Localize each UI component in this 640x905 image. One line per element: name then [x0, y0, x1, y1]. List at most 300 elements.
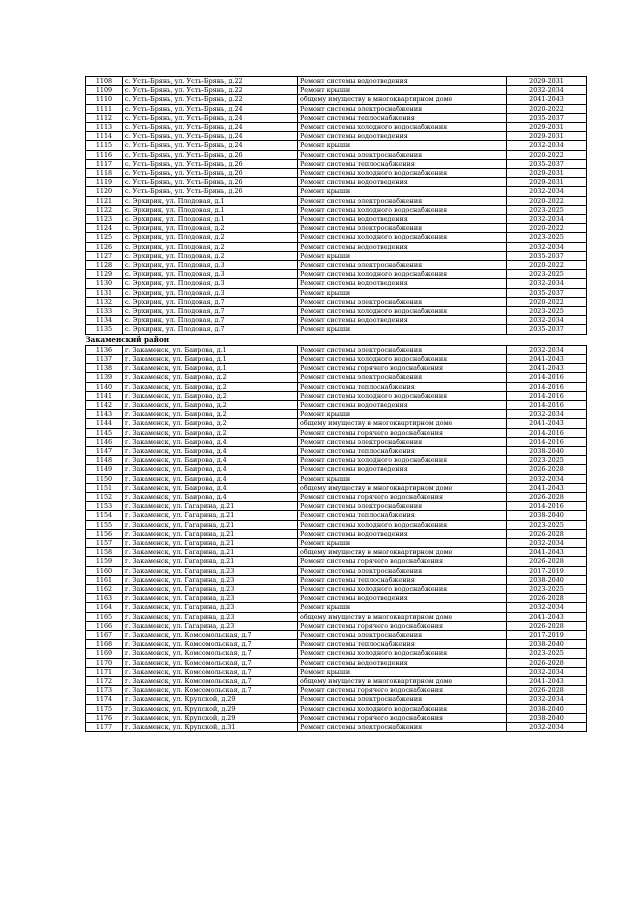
row-number: 1134 [86, 316, 123, 325]
row-number: 1132 [86, 297, 123, 306]
row-number: 1161 [86, 575, 123, 584]
address-cell: г. Закаменск, ул. Баирова, д.1 [123, 345, 298, 354]
row-number: 1168 [86, 640, 123, 649]
period-cell: 2038-2040 [507, 704, 587, 713]
table-row [86, 261, 587, 270]
row-number: 1117 [86, 159, 123, 168]
address-cell: г. Закаменск, ул. Гагарина, д.23 [123, 566, 298, 575]
address-cell: г. Закаменск, ул. Гагарина, д.23 [123, 621, 298, 630]
address-cell: г. Закаменск, ул. Баирова, д.2 [123, 428, 298, 437]
work-type-cell: Ремонт крыши [298, 538, 507, 547]
address-cell: г. Закаменск, ул. Баирова, д.2 [123, 373, 298, 382]
work-type-cell: Ремонт системы теплоснабжения [298, 575, 507, 584]
address-cell: с. Эрхирик, ул. Плодовая, д.2 [123, 242, 298, 251]
table-row [86, 345, 587, 354]
work-type-cell: Ремонт системы горячего водоснабжения [298, 557, 507, 566]
table-row [86, 86, 587, 95]
address-cell: г. Закаменск, ул. Гагарина, д.21 [123, 502, 298, 511]
period-cell: 2014-2016 [507, 437, 587, 446]
address-cell: г. Закаменск, ул. Комсомольская, д.7 [123, 677, 298, 686]
table-row [86, 695, 587, 704]
work-type-cell: Ремонт системы водоотведения [298, 215, 507, 224]
row-number: 1153 [86, 502, 123, 511]
row-number: 1116 [86, 150, 123, 159]
table-row [86, 428, 587, 437]
row-number: 1130 [86, 279, 123, 288]
period-cell: 2032-2034 [507, 410, 587, 419]
period-cell: 2020-2022 [507, 104, 587, 113]
work-type-cell: Ремонт системы водоотведения [298, 465, 507, 474]
work-type-cell: общему имуществу в многоквартирном доме [298, 677, 507, 686]
row-number: 1129 [86, 270, 123, 279]
table-row [86, 169, 587, 178]
work-type-cell: Ремонт системы горячего водоснабжения [298, 364, 507, 373]
row-number: 1155 [86, 520, 123, 529]
row-number: 1176 [86, 713, 123, 722]
table-row [86, 242, 587, 251]
document-page [85, 76, 566, 732]
row-number: 1171 [86, 667, 123, 676]
period-cell: 2032-2034 [507, 242, 587, 251]
work-type-cell: Ремонт крыши [298, 141, 507, 150]
table-row [86, 557, 587, 566]
row-number: 1127 [86, 251, 123, 260]
work-type-cell: Ремонт системы горячего водоснабжения [298, 713, 507, 722]
table-row [86, 704, 587, 713]
work-type-cell: Ремонт системы холодного водоснабжения [298, 123, 507, 132]
period-cell: 2014-2016 [507, 400, 587, 409]
table-row [86, 548, 587, 557]
period-cell: 2032-2034 [507, 723, 587, 732]
address-cell: г. Закаменск, ул. Баирова, д.4 [123, 474, 298, 483]
work-type-cell: Ремонт системы водоотведения [298, 178, 507, 187]
table-body-top [86, 77, 587, 335]
period-cell: 2014-2016 [507, 391, 587, 400]
table-row [86, 630, 587, 639]
row-number: 1145 [86, 428, 123, 437]
row-number: 1123 [86, 215, 123, 224]
address-cell: с. Усть-Брянь, ул. Усть-Брянь, д.26 [123, 187, 298, 196]
work-type-cell: Ремонт системы электроснабжения [298, 437, 507, 446]
period-cell: 2020-2022 [507, 261, 587, 270]
address-cell: г. Закаменск, ул. Гагарина, д.23 [123, 575, 298, 584]
address-cell: с. Эрхирик, ул. Плодовая, д.7 [123, 316, 298, 325]
period-cell: 2023-2025 [507, 456, 587, 465]
table-body-bottom [86, 345, 587, 732]
table-row [86, 584, 587, 593]
table-row [86, 113, 587, 122]
row-number: 1119 [86, 178, 123, 187]
table-row [86, 251, 587, 260]
table-row [86, 511, 587, 520]
address-cell: г. Закаменск, ул. Комсомольская, д.7 [123, 667, 298, 676]
period-cell: 2032-2034 [507, 538, 587, 547]
work-type-cell: Ремонт крыши [298, 325, 507, 334]
address-cell: г. Закаменск, ул. Гагарина, д.23 [123, 594, 298, 603]
work-type-cell: Ремонт системы горячего водоснабжения [298, 492, 507, 501]
period-cell: 2041-2043 [507, 354, 587, 363]
work-type-cell: Ремонт крыши [298, 410, 507, 419]
address-cell: с. Эрхирик, ул. Плодовая, д.2 [123, 233, 298, 242]
row-number: 1140 [86, 382, 123, 391]
row-number: 1163 [86, 594, 123, 603]
table-row [86, 159, 587, 168]
work-type-cell: Ремонт системы холодного водоснабжения [298, 354, 507, 363]
period-cell: 2038-2040 [507, 446, 587, 455]
work-type-cell: Ремонт крыши [298, 251, 507, 260]
period-cell: 2035-2037 [507, 159, 587, 168]
work-type-cell: Ремонт системы электроснабжения [298, 502, 507, 511]
work-type-cell: общему имуществу в многоквартирном доме [298, 612, 507, 621]
work-type-cell: Ремонт системы водоотведения [298, 316, 507, 325]
address-cell: г. Закаменск, ул. Баирова, д.2 [123, 400, 298, 409]
work-type-cell: Ремонт системы водоотведения [298, 400, 507, 409]
period-cell: 2029-2031 [507, 123, 587, 132]
address-cell: г. Закаменск, ул. Комсомольская, д.7 [123, 649, 298, 658]
work-type-cell: Ремонт системы теплоснабжения [298, 159, 507, 168]
table-row [86, 233, 587, 242]
row-number: 1147 [86, 446, 123, 455]
address-cell: с. Эрхирик, ул. Плодовая, д.7 [123, 325, 298, 334]
address-cell: с. Эрхирик, ул. Плодовая, д.3 [123, 270, 298, 279]
work-type-cell: Ремонт системы водоотведения [298, 594, 507, 603]
row-number: 1164 [86, 603, 123, 612]
address-cell: г. Закаменск, ул. Баирова, д.2 [123, 410, 298, 419]
table-row [86, 603, 587, 612]
period-cell: 2026-2028 [507, 594, 587, 603]
table-row [86, 104, 587, 113]
address-cell: г. Закаменск, ул. Баирова, д.4 [123, 456, 298, 465]
table-row [86, 391, 587, 400]
work-type-cell: Ремонт крыши [298, 474, 507, 483]
row-number: 1113 [86, 123, 123, 132]
period-cell: 2014-2016 [507, 428, 587, 437]
work-type-cell: Ремонт системы электроснабжения [298, 224, 507, 233]
row-number: 1118 [86, 169, 123, 178]
period-cell: 2020-2022 [507, 224, 587, 233]
address-cell: г. Закаменск, ул. Комсомольская, д.7 [123, 640, 298, 649]
table-row [86, 215, 587, 224]
row-number: 1162 [86, 584, 123, 593]
table-row [86, 658, 587, 667]
address-cell: с. Усть-Брянь, ул. Усть-Брянь, д.24 [123, 123, 298, 132]
row-number: 1137 [86, 354, 123, 363]
address-cell: г. Закаменск, ул. Баирова, д.4 [123, 483, 298, 492]
work-type-cell: Ремонт крыши [298, 603, 507, 612]
table-row [86, 270, 587, 279]
work-type-cell: Ремонт системы холодного водоснабжения [298, 649, 507, 658]
table-row [86, 502, 587, 511]
period-cell: 2038-2040 [507, 575, 587, 584]
period-cell: 2032-2034 [507, 215, 587, 224]
work-type-cell: Ремонт системы холодного водоснабжения [298, 456, 507, 465]
row-number: 1169 [86, 649, 123, 658]
period-cell: 2038-2040 [507, 511, 587, 520]
period-cell: 2032-2034 [507, 316, 587, 325]
table-row [86, 205, 587, 214]
row-number: 1159 [86, 557, 123, 566]
table-row [86, 373, 587, 382]
period-cell: 2035-2037 [507, 288, 587, 297]
work-type-cell: общему имуществу в многоквартирном доме [298, 483, 507, 492]
row-number: 1173 [86, 686, 123, 695]
address-cell: г. Закаменск, ул. Баирова, д.4 [123, 492, 298, 501]
row-number: 1160 [86, 566, 123, 575]
table-row [86, 150, 587, 159]
period-cell: 2029-2031 [507, 169, 587, 178]
work-type-cell: Ремонт системы холодного водоснабжения [298, 307, 507, 316]
period-cell: 2026-2028 [507, 686, 587, 695]
period-cell: 2032-2034 [507, 345, 587, 354]
period-cell: 2017-2019 [507, 630, 587, 639]
work-type-cell: Ремонт системы водоотведения [298, 77, 507, 86]
table-row [86, 529, 587, 538]
address-cell: с. Эрхирик, ул. Плодовая, д.1 [123, 205, 298, 214]
table-row [86, 437, 587, 446]
row-number: 1122 [86, 205, 123, 214]
address-cell: г. Закаменск, ул. Баирова, д.2 [123, 419, 298, 428]
work-type-cell: Ремонт системы электроснабжения [298, 297, 507, 306]
address-cell: г. Закаменск, ул. Крупской, д.29 [123, 704, 298, 713]
table-row [86, 713, 587, 722]
address-cell: с. Эрхирик, ул. Плодовая, д.1 [123, 196, 298, 205]
row-number: 1166 [86, 621, 123, 630]
row-number: 1124 [86, 224, 123, 233]
address-cell: г. Закаменск, ул. Гагарина, д.21 [123, 548, 298, 557]
address-cell: с. Эрхирик, ул. Плодовая, д.3 [123, 279, 298, 288]
address-cell: с. Усть-Брянь, ул. Усть-Брянь, д.22 [123, 86, 298, 95]
work-type-cell: Ремонт системы теплоснабжения [298, 640, 507, 649]
row-number: 1133 [86, 307, 123, 316]
table-row [86, 456, 587, 465]
address-cell: с. Усть-Брянь, ул. Усть-Брянь, д.26 [123, 178, 298, 187]
table-row [86, 364, 587, 373]
address-cell: с. Усть-Брянь, ул. Усть-Брянь, д.24 [123, 132, 298, 141]
table-row [86, 594, 587, 603]
work-type-cell: общему имуществу в многоквартирном доме [298, 95, 507, 104]
address-cell: г. Закаменск, ул. Баирова, д.2 [123, 382, 298, 391]
address-cell: с. Усть-Брянь, ул. Усть-Брянь, д.24 [123, 104, 298, 113]
address-cell: г. Закаменск, ул. Баирова, д.4 [123, 437, 298, 446]
address-cell: с. Усть-Брянь, ул. Усть-Брянь, д.26 [123, 169, 298, 178]
row-number: 1175 [86, 704, 123, 713]
table-row [86, 224, 587, 233]
work-type-cell: Ремонт системы электроснабжения [298, 104, 507, 113]
row-number: 1165 [86, 612, 123, 621]
row-number: 1111 [86, 104, 123, 113]
table-row [86, 723, 587, 732]
table-row [86, 288, 587, 297]
row-number: 1125 [86, 233, 123, 242]
period-cell: 2041-2043 [507, 483, 587, 492]
period-cell: 2020-2022 [507, 196, 587, 205]
address-cell: с. Эрхирик, ул. Плодовая, д.1 [123, 215, 298, 224]
row-number: 1112 [86, 113, 123, 122]
period-cell: 2023-2025 [507, 307, 587, 316]
row-number: 1154 [86, 511, 123, 520]
row-number: 1156 [86, 529, 123, 538]
row-number: 1142 [86, 400, 123, 409]
address-cell: г. Закаменск, ул. Комсомольская, д.7 [123, 686, 298, 695]
row-number: 1115 [86, 141, 123, 150]
table-row [86, 612, 587, 621]
row-number: 1150 [86, 474, 123, 483]
period-cell: 2032-2034 [507, 603, 587, 612]
work-type-cell: Ремонт системы холодного водоснабжения [298, 520, 507, 529]
table-row [86, 187, 587, 196]
table-row [86, 649, 587, 658]
address-cell: с. Эрхирик, ул. Плодовая, д.3 [123, 288, 298, 297]
period-cell: 2032-2034 [507, 695, 587, 704]
row-number: 1157 [86, 538, 123, 547]
period-cell: 2041-2043 [507, 419, 587, 428]
period-cell: 2041-2043 [507, 612, 587, 621]
work-type-cell: Ремонт системы электроснабжения [298, 196, 507, 205]
address-cell: г. Закаменск, ул. Баирова, д.4 [123, 446, 298, 455]
table-row [86, 141, 587, 150]
table-row [86, 410, 587, 419]
table-row [86, 667, 587, 676]
period-cell: 2014-2016 [507, 502, 587, 511]
work-type-cell: Ремонт системы холодного водоснабжения [298, 391, 507, 400]
work-type-cell: Ремонт системы горячего водоснабжения [298, 686, 507, 695]
table-row [86, 196, 587, 205]
period-cell: 2026-2028 [507, 529, 587, 538]
work-type-cell: Ремонт крыши [298, 86, 507, 95]
table-row [86, 178, 587, 187]
row-number: 1110 [86, 95, 123, 104]
work-type-cell: Ремонт системы холодного водоснабжения [298, 704, 507, 713]
address-cell: с. Эрхирик, ул. Плодовая, д.7 [123, 307, 298, 316]
table-row [86, 483, 587, 492]
row-number: 1141 [86, 391, 123, 400]
table-row [86, 316, 587, 325]
period-cell: 2020-2022 [507, 150, 587, 159]
period-cell: 2023-2025 [507, 233, 587, 242]
period-cell: 2023-2025 [507, 270, 587, 279]
address-cell: г. Закаменск, ул. Баирова, д.2 [123, 391, 298, 400]
row-number: 1108 [86, 77, 123, 86]
row-number: 1139 [86, 373, 123, 382]
table-row [86, 686, 587, 695]
period-cell: 2023-2025 [507, 520, 587, 529]
work-type-cell: Ремонт системы теплоснабжения [298, 382, 507, 391]
section-header-row [86, 334, 587, 345]
period-cell: 2026-2028 [507, 621, 587, 630]
period-cell: 2032-2034 [507, 474, 587, 483]
address-cell: г. Закаменск, ул. Крупской, д.29 [123, 695, 298, 704]
row-number: 1146 [86, 437, 123, 446]
period-cell: 2026-2028 [507, 658, 587, 667]
table-row [86, 77, 587, 86]
table-row [86, 325, 587, 334]
address-cell: с. Усть-Брянь, ул. Усть-Брянь, д.22 [123, 77, 298, 86]
address-cell: г. Закаменск, ул. Гагарина, д.23 [123, 584, 298, 593]
address-cell: с. Усть-Брянь, ул. Усть-Брянь, д.24 [123, 113, 298, 122]
period-cell: 2029-2031 [507, 132, 587, 141]
address-cell: с. Усть-Брянь, ул. Усть-Брянь, д.26 [123, 159, 298, 168]
table-row [86, 621, 587, 630]
repair-schedule-table [85, 76, 587, 732]
work-type-cell: Ремонт системы электроснабжения [298, 373, 507, 382]
work-type-cell: Ремонт системы электроснабжения [298, 345, 507, 354]
work-type-cell: Ремонт системы холодного водоснабжения [298, 584, 507, 593]
row-number: 1114 [86, 132, 123, 141]
address-cell: г. Закаменск, ул. Баирова, д.1 [123, 364, 298, 373]
row-number: 1158 [86, 548, 123, 557]
table-row [86, 123, 587, 132]
address-cell: г. Закаменск, ул. Крупской, д.29 [123, 713, 298, 722]
address-cell: г. Закаменск, ул. Гагарина, д.23 [123, 603, 298, 612]
work-type-cell: Ремонт системы водоотведения [298, 529, 507, 538]
period-cell: 2026-2028 [507, 557, 587, 566]
table-row [86, 520, 587, 529]
address-cell: г. Закаменск, ул. Гагарина, д.21 [123, 538, 298, 547]
period-cell: 2023-2025 [507, 205, 587, 214]
table-row [86, 640, 587, 649]
table-row [86, 492, 587, 501]
period-cell: 2032-2034 [507, 141, 587, 150]
work-type-cell: общему имуществу в многоквартирном доме [298, 548, 507, 557]
address-cell: с. Эрхирик, ул. Плодовая, д.2 [123, 224, 298, 233]
table-row [86, 279, 587, 288]
period-cell: 2017-2019 [507, 566, 587, 575]
work-type-cell: Ремонт крыши [298, 288, 507, 297]
period-cell: 2029-2031 [507, 178, 587, 187]
work-type-cell: Ремонт системы горячего водоснабжения [298, 428, 507, 437]
work-type-cell: Ремонт системы горячего водоснабжения [298, 621, 507, 630]
address-cell: г. Закаменск, ул. Гагарина, д.21 [123, 557, 298, 566]
row-number: 1151 [86, 483, 123, 492]
work-type-cell: Ремонт системы холодного водоснабжения [298, 233, 507, 242]
work-type-cell: Ремонт системы электроснабжения [298, 261, 507, 270]
address-cell: г. Закаменск, ул. Гагарина, д.21 [123, 529, 298, 538]
address-cell: с. Эрхирик, ул. Плодовая, д.3 [123, 261, 298, 270]
table-row [86, 307, 587, 316]
work-type-cell: Ремонт крыши [298, 187, 507, 196]
work-type-cell: Ремонт системы холодного водоснабжения [298, 270, 507, 279]
table-row [86, 419, 587, 428]
work-type-cell: Ремонт системы водоотведения [298, 242, 507, 251]
row-number: 1143 [86, 410, 123, 419]
period-cell: 2032-2034 [507, 187, 587, 196]
table-row [86, 474, 587, 483]
address-cell: с. Усть-Брянь, ул. Усть-Брянь, д.26 [123, 150, 298, 159]
row-number: 1121 [86, 196, 123, 205]
row-number: 1136 [86, 345, 123, 354]
address-cell: с. Эрхирик, ул. Плодовая, д.7 [123, 297, 298, 306]
address-cell: с. Усть-Брянь, ул. Усть-Брянь, д.22 [123, 95, 298, 104]
period-cell: 2032-2034 [507, 279, 587, 288]
row-number: 1128 [86, 261, 123, 270]
period-cell: 2023-2025 [507, 584, 587, 593]
row-number: 1144 [86, 419, 123, 428]
period-cell: 2041-2043 [507, 548, 587, 557]
address-cell: с. Эрхирик, ул. Плодовая, д.2 [123, 251, 298, 260]
period-cell: 2032-2034 [507, 86, 587, 95]
row-number: 1152 [86, 492, 123, 501]
work-type-cell: Ремонт системы электроснабжения [298, 150, 507, 159]
period-cell: 2014-2016 [507, 382, 587, 391]
row-number: 1172 [86, 677, 123, 686]
table-row [86, 465, 587, 474]
table-row [86, 354, 587, 363]
work-type-cell: Ремонт системы электроснабжения [298, 723, 507, 732]
section-title: Закаменский район [86, 334, 587, 345]
row-number: 1120 [86, 187, 123, 196]
period-cell: 2029-2031 [507, 77, 587, 86]
row-number: 1126 [86, 242, 123, 251]
